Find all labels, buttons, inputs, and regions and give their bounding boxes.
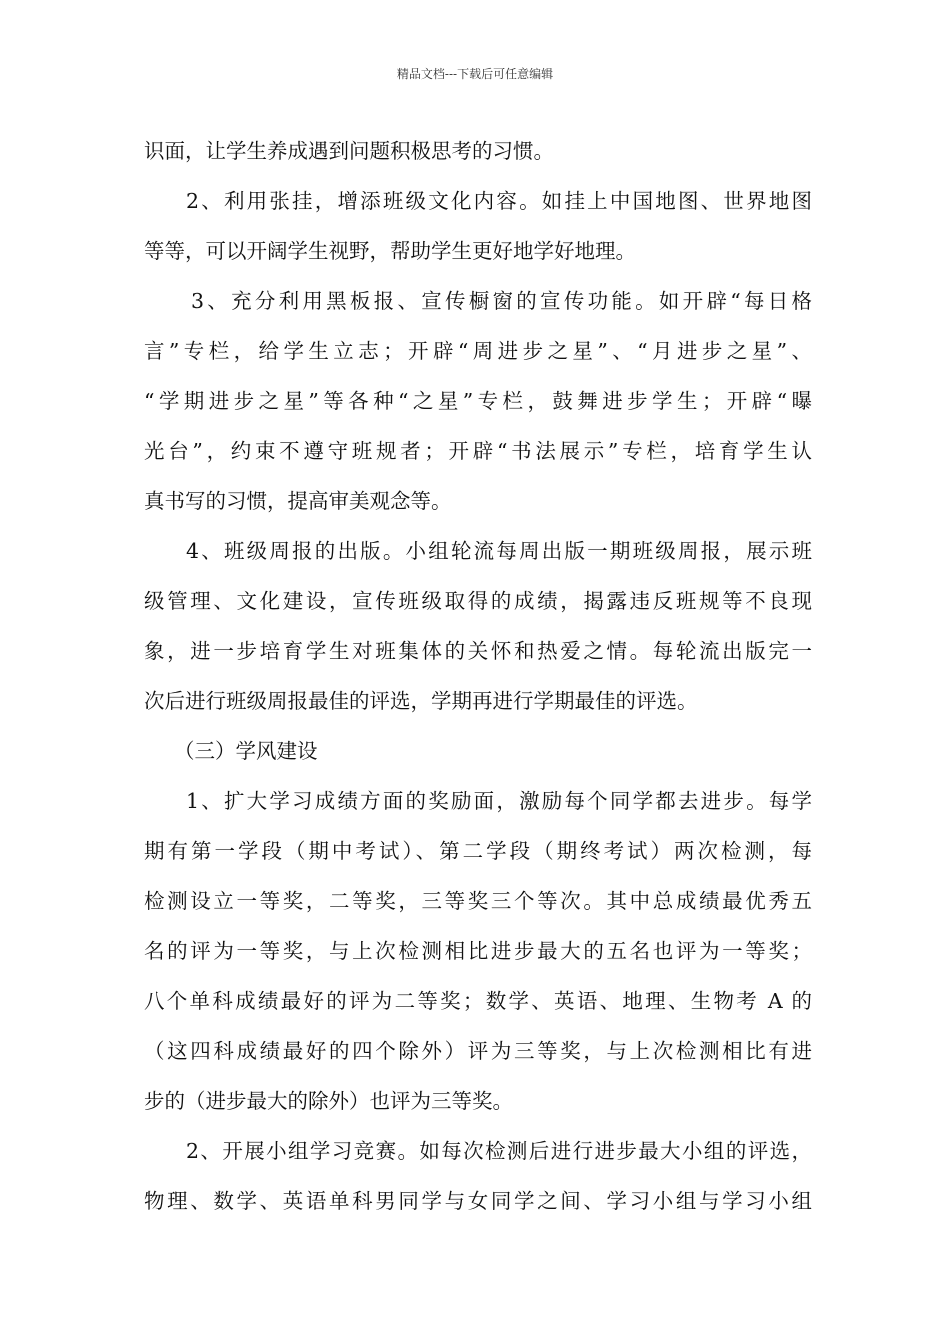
text-line: “学期进步之星”等各种“之星”专栏，鼓舞进步学生；开辟“曝 — [144, 389, 812, 413]
text-line: 等等，可以开阔学生视野，帮助学生更好地学好地理。 — [144, 239, 636, 263]
section-heading: （三）学风建设 — [174, 739, 318, 763]
text-line: 步的（进步最大的除外）也评为三等奖。 — [144, 1089, 513, 1113]
text-line: 检测设立一等奖，二等奖，三等奖三个等次。其中总成绩最优秀五 — [144, 889, 812, 913]
text-line: 光台”，约束不遵守班规者；开辟“书法展示”专栏，培育学生认 — [144, 439, 812, 463]
text-line: 八个单科成绩最好的评为二等奖；数学、英语、地理、生物考 A 的 — [144, 989, 812, 1013]
text-line: 真书写的习惯，提高审美观念等。 — [144, 489, 452, 513]
text-line: 名的评为一等奖，与上次检测相比进步最大的五名也评为一等奖； — [144, 939, 812, 963]
text-line: 识面，让学生养成遇到问题积极思考的习惯。 — [144, 139, 554, 163]
text-line: （这四科成绩最好的四个除外）评为三等奖，与上次检测相比有进 — [144, 1039, 812, 1063]
text-line: 级管理、文化建设，宣传班级取得的成绩，揭露违反班规等不良现 — [144, 589, 812, 613]
text-line: 物理、数学、英语单科男同学与女同学之间、学习小组与学习小组 — [144, 1189, 812, 1213]
text-line: 言”专栏，给学生立志；开辟“周进步之星”、“月进步之星”、 — [144, 339, 812, 363]
text-line: 次后进行班级周报最佳的评选，学期再进行学期最佳的评选。 — [144, 689, 698, 713]
text-line: 象，进一步培育学生对班集体的关怀和热爱之情。每轮流出版完一 — [144, 639, 812, 663]
page-header: 精品文档---下载后可任意编辑 — [396, 67, 554, 81]
document-body — [144, 126, 812, 1226]
text-line: 4、班级周报的出版。小组轮流每周出版一期班级周报，展示班 — [186, 539, 812, 563]
text-line: 1、扩大学习成绩方面的奖励面，激励每个同学都去进步。每学 — [186, 789, 812, 813]
text-line: 2、利用张挂，增添班级文化内容。如挂上中国地图、世界地图 — [186, 189, 812, 213]
text-line: 3、充分利用黑板报、宣传橱窗的宣传功能。如开辟“每日格 — [191, 289, 812, 313]
text-line: 2、开展小组学习竞赛。如每次检测后进行进步最大小组的评选， — [186, 1139, 812, 1163]
text-line: 期有第一学段（期中考试）、第二学段（期终考试）两次检测，每 — [144, 839, 812, 863]
